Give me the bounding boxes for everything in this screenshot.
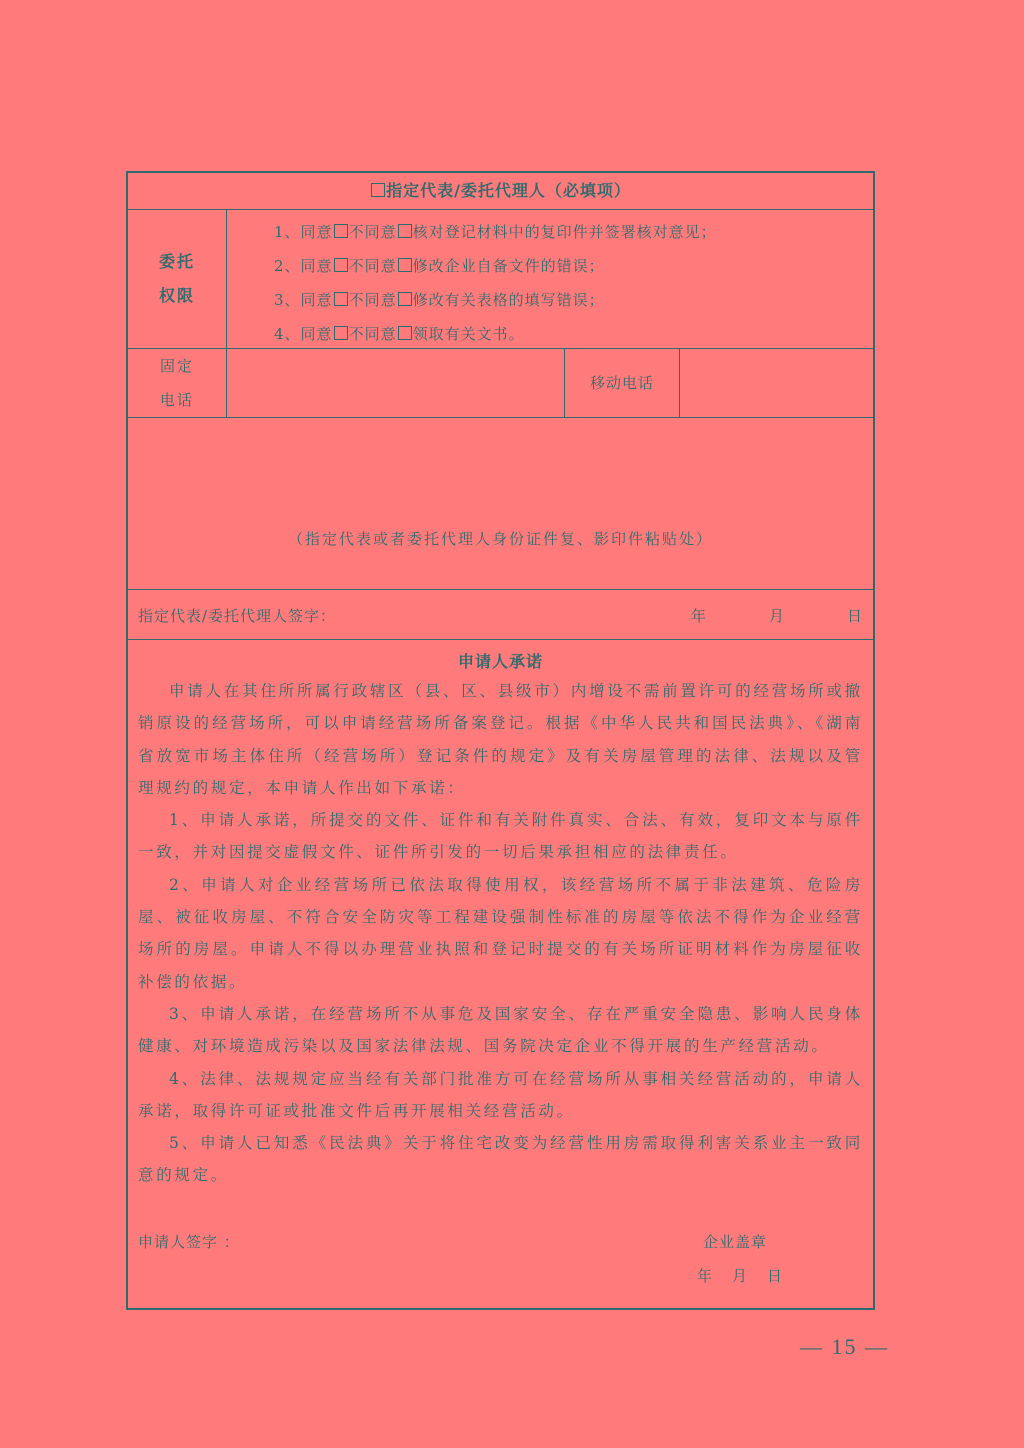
checkbox-agree-4[interactable] [334, 326, 348, 340]
checkbox-disagree-3[interactable] [398, 292, 412, 306]
signature-date: 年 月 日 [690, 607, 863, 625]
authorization-label [128, 209, 226, 348]
checkbox-agree-2[interactable] [334, 258, 348, 272]
authorization-item: 2、同意 不同意 修改企业自备文件的错误； [274, 257, 605, 275]
section-title-text: 指定代表/委托代理人（必填项） [386, 181, 631, 200]
divider [128, 417, 873, 418]
divider [226, 348, 227, 417]
mobile-phone-field[interactable] [681, 348, 874, 417]
checkbox-designated-rep[interactable] [371, 183, 385, 197]
pledge-paragraph: 4、法律、法规规定应当经有关部门批准方可在经营场所从事相关经营活动的，申请人承诺，取得许可证或批准文件后再开展相关经营活动。 [138, 1069, 863, 1120]
checkbox-agree-3[interactable] [334, 292, 348, 306]
checkbox-disagree-2[interactable] [398, 258, 412, 272]
enterprise-seal-label: 企业盖章 [703, 1233, 768, 1251]
pledge-paragraph: 申请人在其住所所属行政辖区（县、区、县级市）内增设不需前置许可的经营场所或撤销原设的经营场所，可以申请经营场所备案登记。根据《中华人民共和国民法典》、《湖南省放宽市场主体住所（经营场所）登记条件的规定》及有关房屋管理的法律、法规以及管理规约的规定，本申请人作出如下承诺： [138, 682, 863, 797]
fixed-phone-field[interactable] [228, 348, 564, 417]
authorization-item: 3、同意 不同意 修改有关表格的填写错误； [274, 291, 605, 309]
divider [128, 589, 873, 590]
page-number: — 15 — [800, 1334, 889, 1359]
authorization-item: 1、同意 不同意 核对登记材料中的复印件并签署核对意见； [274, 223, 717, 241]
divider [226, 209, 227, 348]
authorization-items [274, 215, 717, 351]
divider [679, 348, 680, 417]
fixed-phone-label: 固定 电话 [159, 356, 194, 409]
pledge-paragraph: 5、申请人已知悉《民法典》关于将住宅改变为经营性用房需取得利害关系业主一致同意的规定。 [138, 1134, 863, 1185]
authorization-label-line2: 权限 [158, 285, 195, 305]
pledge-title: 申请人承诺 [457, 652, 543, 671]
checkbox-disagree-4[interactable] [398, 326, 412, 340]
checkbox-agree-1[interactable] [334, 224, 348, 238]
authorization-item: 4、同意 不同意 领取有关文书。 [274, 325, 525, 343]
section-title [128, 173, 873, 209]
authorization-label-line1: 委托 [158, 251, 195, 271]
checkbox-disagree-1[interactable] [398, 224, 412, 238]
agent-signature-label: 指定代表/委托代理人签字： [138, 607, 337, 625]
agent-signature-row [138, 591, 863, 641]
pledge-paragraph: 3、申请人承诺，在经营场所不从事危及国家安全、存在严重安全隐患、影响人民身体健康、对环境造成污染以及国家法律法规、国务院决定企业不得开展的生产经营活动。 [138, 1004, 863, 1056]
applicant-signature-label: 申请人签字 ： [138, 1233, 240, 1251]
id-paste-note: （指定代表或者委托代理人身份证件复、影印件粘贴处） [287, 530, 713, 548]
pledge-paragraph: 2、申请人对企业经营场所已依法取得使用权，该经营场所不属于非法建筑、危险房屋、被征收房屋、不符合安全防灾等工程建设强制性标准的房屋等依法不得作为企业经营场所的房屋。申请人不得以办理营业执照和登记时提交的有关场所证明材料作为房屋征收补偿的依据。 [138, 875, 863, 991]
divider [128, 209, 873, 210]
mobile-phone-label: 移动电话 [589, 374, 654, 392]
authorization-form [126, 171, 875, 1310]
pledge-body [138, 675, 863, 1192]
pledge-paragraph: 1、申请人承诺，所提交的文件、证件和有关附件真实、合法、有效，复印文本与原件一致，并对因提交虚假文件、证件所引发的一切后果承担相应的法律责任。 [138, 811, 863, 862]
pledge-date: 年 月 日 [697, 1267, 783, 1285]
divider [128, 639, 873, 640]
